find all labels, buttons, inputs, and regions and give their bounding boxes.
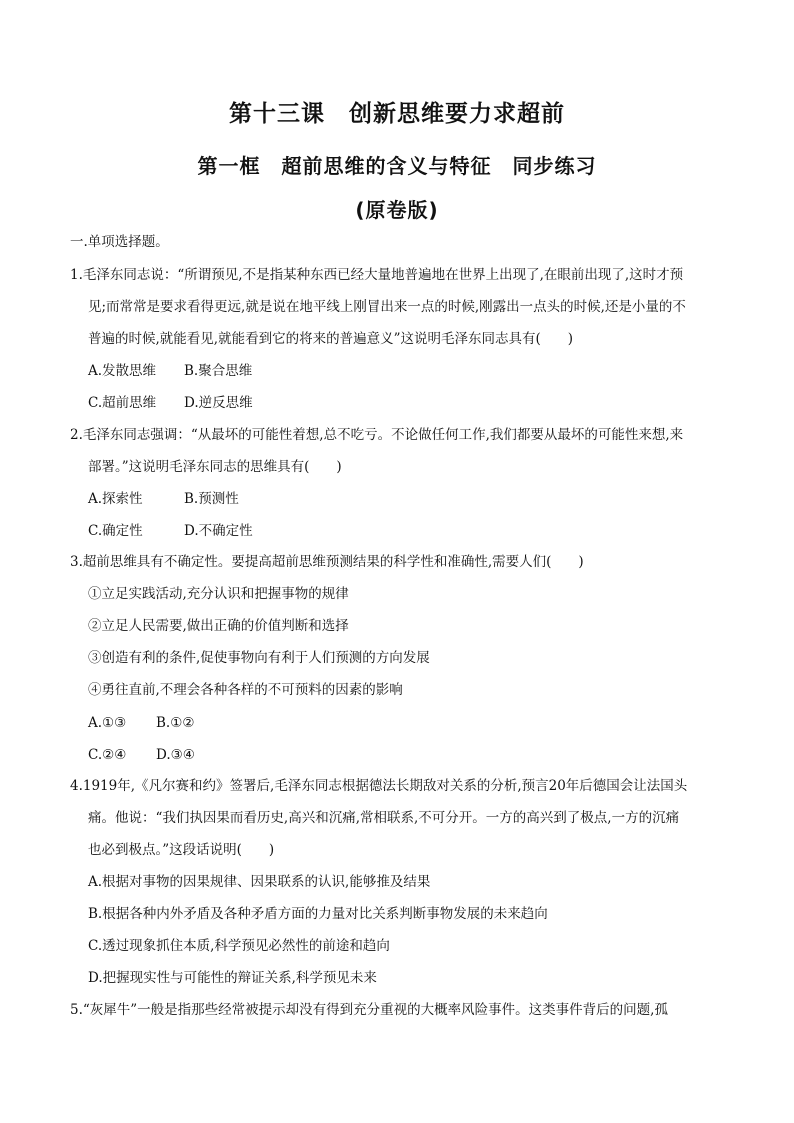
- question-3-option-b: B.①②: [156, 715, 195, 731]
- edition-label: (原卷版): [355, 198, 439, 222]
- question-4-option-d: D.把握现实性与可能性的辩证关系,科学预见未来: [88, 970, 377, 986]
- question-1-line-2: 见;而常常是要求看得更远,就是说在地平线上刚冒出来一点的时候,刚露出一点头的时候,还是小量的不: [88, 299, 686, 315]
- question-2-option-c: C.确定性: [88, 523, 143, 539]
- section-heading: 一.单项选择题。: [70, 234, 169, 250]
- question-2-option-a: A.探索性: [88, 491, 143, 507]
- question-4-option-b: B.根据各种内外矛盾及各种矛盾方面的力量对比关系判断事物发展的未来趋向: [88, 906, 548, 922]
- question-3-statement-3: ③创造有利的条件,促使事物向有利于人们预测的方向发展: [88, 650, 430, 666]
- section-title: 第一框 超前思维的含义与特征 同步练习: [197, 154, 597, 178]
- question-1-option-c: C.超前思维: [88, 395, 157, 411]
- question-1-option-b: B.聚合思维: [184, 363, 253, 379]
- question-4-line-2: 痛。他说：“我们执因果而看历史,高兴和沉痛,常相联系,不可分开。一方的高兴到了极点,一方的沉痛: [88, 810, 680, 826]
- question-4-line-3: 也必到极点。”这段话说明( ): [88, 842, 275, 858]
- question-2-option-d: D.不确定性: [184, 523, 253, 539]
- question-5-line-1: 5.“灰犀牛”一般是指那些经常被提示却没有得到充分重视的大概率风险事件。这类事件背后的问题,孤: [70, 1002, 668, 1018]
- question-1-line-1: 1.毛泽东同志说：“所谓预见,不是指某种东西已经大量地普遍地在世界上出现了,在眼前出现了,这时才预: [70, 267, 684, 283]
- question-3-line-1: 3.超前思维具有不确定性。要提高超前思维预测结果的科学性和准确性,需要人们( ): [70, 554, 584, 570]
- question-3-option-a: A.①③: [88, 715, 127, 731]
- question-2-line-1: 2.毛泽东同志强调：“从最坏的可能性着想,总不吃亏。不论做任何工作,我们都要从最坏的可能性来想,来: [70, 427, 684, 443]
- question-3-option-d: D.③④: [156, 747, 195, 763]
- question-1-line-3: 普遍的时候,就能看见,就能看到它的将来的普遍意义”这说明毛泽东同志具有( ): [88, 331, 574, 347]
- question-3-statement-4: ④勇往直前,不理会各种各样的不可预料的因素的影响: [88, 682, 403, 698]
- question-3-option-c: C.②④: [88, 747, 127, 763]
- lesson-title: 第十三课 创新思维要力求超前: [229, 101, 565, 127]
- question-4-line-1: 4.1919年,《凡尔赛和约》签署后,毛泽东同志根据德法长期敌对关系的分析,预言20年后德国会让法国头: [70, 778, 688, 794]
- question-3-statement-1: ①立足实践活动,充分认识和把握事物的规律: [88, 586, 349, 602]
- question-1-option-d: D.逆反思维: [184, 395, 253, 411]
- question-1-option-a: A.发散思维: [88, 363, 157, 379]
- question-2-line-2: 部署。”这说明毛泽东同志的思维具有( ): [88, 459, 342, 475]
- question-4-option-c: C.透过现象抓住本质,科学预见必然性的前途和趋向: [88, 938, 390, 954]
- question-3-statement-2: ②立足人民需要,做出正确的价值判断和选择: [88, 618, 349, 634]
- question-2-option-b: B.预测性: [184, 491, 239, 507]
- question-4-option-a: A.根据对事物的因果规律、因果联系的认识,能够推及结果: [88, 874, 431, 890]
